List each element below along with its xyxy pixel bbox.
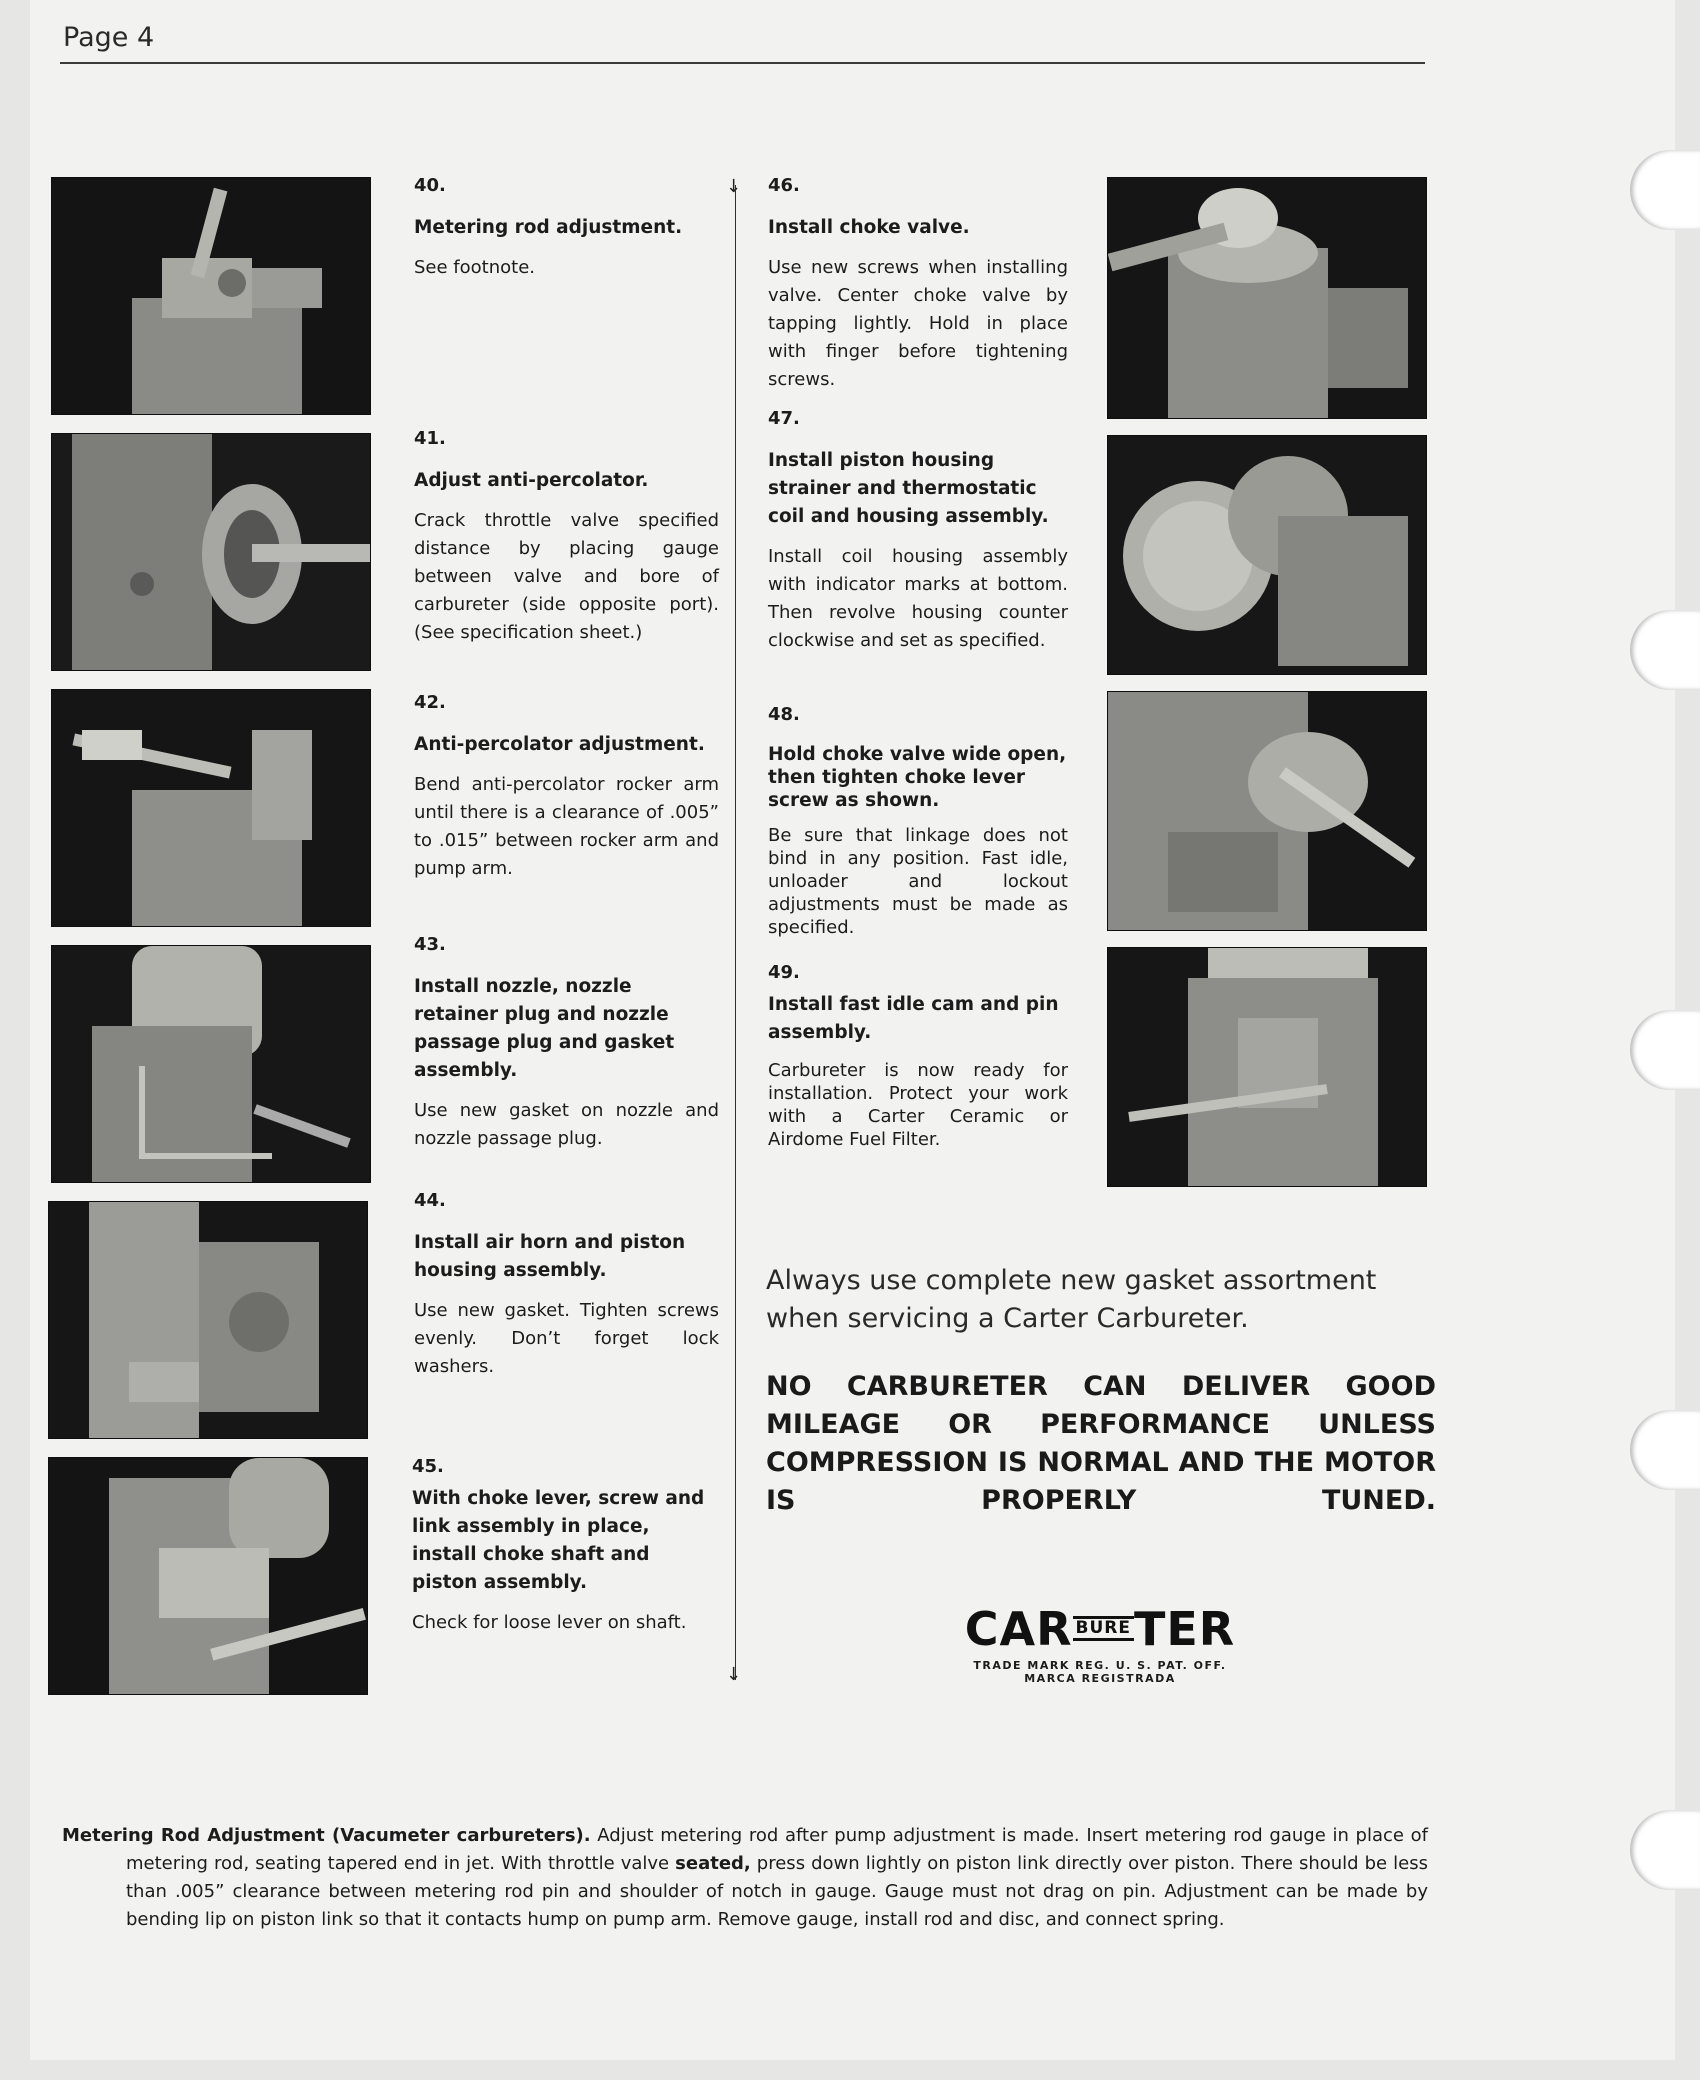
carburetor-image [49,1458,367,1694]
page-number: Page 4 [63,22,155,53]
step-47 [768,408,1068,655]
step-49-photo [1108,948,1426,1186]
step-title: Install air horn and piston housing assembly. [414,1232,686,1281]
binder-hole [1630,150,1700,230]
step-40 [414,175,719,282]
carburetor-image [52,690,370,926]
step-number: 47. [768,408,800,429]
step-43 [414,934,719,1153]
carter-brand [960,1602,1240,1685]
footnote-bold-word: seated, [675,1853,751,1874]
step-title: Adjust anti-percolator. [414,470,649,491]
trademark-line: TRADE MARK REG. U. S. PAT. OFF. [973,1659,1227,1672]
logo-mid: BURE [1073,1616,1134,1641]
step-title: Metering rod adjustment. [414,217,683,238]
step-47-photo [1108,436,1426,674]
step-body: See footnote. [414,257,535,278]
step-body: Use new gasket. Tighten screws evenly. Don’t forget lock washers. [414,1300,719,1377]
step-number: 42. [414,692,446,713]
binder-hole [1630,1010,1700,1090]
step-43-photo [52,946,370,1182]
carburetor-image [52,434,370,670]
footnote-text-b: press down lightly on piston link directly over piston. There should be less than .005” clearance between metering rod pin and shoulder of notch in gauge. Gauge must not drag on pin. Adjustment can be made by bending lip on piston link so that it contacts hump on pump arm. Remove gauge, install rod and disc, and connect spring. [126,1853,1429,1930]
step-number: 43. [414,934,446,955]
marca-line: MARCA REGISTRADA [1024,1672,1176,1685]
step-title: With choke lever, screw and link assembly in place, install choke shaft and piston assembly. [412,1488,705,1593]
carburetor-image [1108,948,1426,1186]
logo-left: CAR [964,1602,1073,1656]
step-title: Install fast idle cam and pin assembly. [768,994,1059,1043]
carburetor-image [1108,692,1426,930]
step-title: Install nozzle, nozzle retainer plug and nozzle passage plug and gasket assembly. [414,976,675,1081]
header-rule [60,62,1425,64]
step-body: Check for loose lever on shaft. [412,1612,687,1633]
step-title: Anti-percolator adjustment. [414,734,705,755]
carburetor-image [52,178,370,414]
column-divider [735,185,736,1680]
step-title: Install choke valve. [768,217,970,238]
step-45-photo [49,1458,367,1694]
step-body: Carbureter is now ready for installation. Protect your work with a Carter Ceramic or Airdome Fuel Filter. [768,1060,1068,1150]
step-title: Hold choke valve wide open, then tighten choke lever screw as shown. [768,744,1067,811]
gasket-note: Always use complete new gasket assortment when servicing a Carter Carbureter. [766,1265,1377,1334]
step-number: 46. [768,175,800,196]
step-number: 44. [414,1190,446,1211]
step-46-photo [1108,178,1426,418]
footnote [62,1822,1428,1934]
step-41 [414,428,719,647]
warning-note: NO CARBURETER CAN DELIVER GOOD MILEAGE OR PERFORMANCE UNLESS COMPRESSION IS NORMAL AND THE MOTOR IS PROPERLY TUNED. [766,1371,1436,1516]
step-48 [768,704,1068,939]
binder-hole [1630,1810,1700,1890]
step-number: 41. [414,428,446,449]
divider-arrow-top: ↓ [726,176,742,197]
step-number: 48. [768,704,800,725]
step-42 [414,692,719,883]
carburetor-image [1108,178,1426,418]
footnote-text-a: Adjust metering rod after pump adjustment is made. Insert metering rod gauge in place of metering rod, seating tapered end in jet. With throttle valve [126,1825,1428,1874]
step-body: Be sure that linkage does not bind in any position. Fast idle, unloader and lockout adjustments must be made as specified. [768,825,1068,938]
footnote-lead: Metering Rod Adjustment (Vacumeter carbureters). [62,1825,591,1846]
step-body: Install coil housing assembly with indicator marks at bottom. Then revolve housing counter clockwise and set as specified. [768,546,1068,651]
step-45 [412,1456,717,1637]
step-number: 45. [412,1456,444,1477]
step-number: 49. [768,962,800,983]
step-49 [768,962,1068,1151]
step-title: Install piston housing strainer and thermostatic coil and housing assembly. [768,450,1049,527]
step-44 [414,1190,719,1381]
carter-logo [960,1602,1240,1656]
step-41-photo [52,434,370,670]
divider-arrow-bottom: ↓ [726,1664,742,1685]
step-body: Use new screws when installing valve. Center choke valve by tapping lightly. Hold in place with finger before tightening screws. [768,257,1068,390]
step-body: Crack throttle valve specified distance by placing gauge between valve and bore of carbureter (side opposite port). (See specification sheet.) [414,510,719,643]
step-body: Bend anti-percolator rocker arm until there is a clearance of .005” to .015” between rocker arm and pump arm. [414,774,719,879]
carburetor-image [49,1202,367,1438]
step-body: Use new gasket on nozzle and nozzle passage plug. [414,1100,719,1149]
carburetor-image [1108,436,1426,674]
carburetor-image [52,946,370,1182]
step-42-photo [52,690,370,926]
step-48-photo [1108,692,1426,930]
step-number: 40. [414,175,446,196]
step-40-photo [52,178,370,414]
logo-right: TER [1134,1602,1236,1656]
binder-hole [1630,610,1700,690]
binder-hole [1630,1410,1700,1490]
step-46 [768,175,1068,394]
step-44-photo [49,1202,367,1438]
